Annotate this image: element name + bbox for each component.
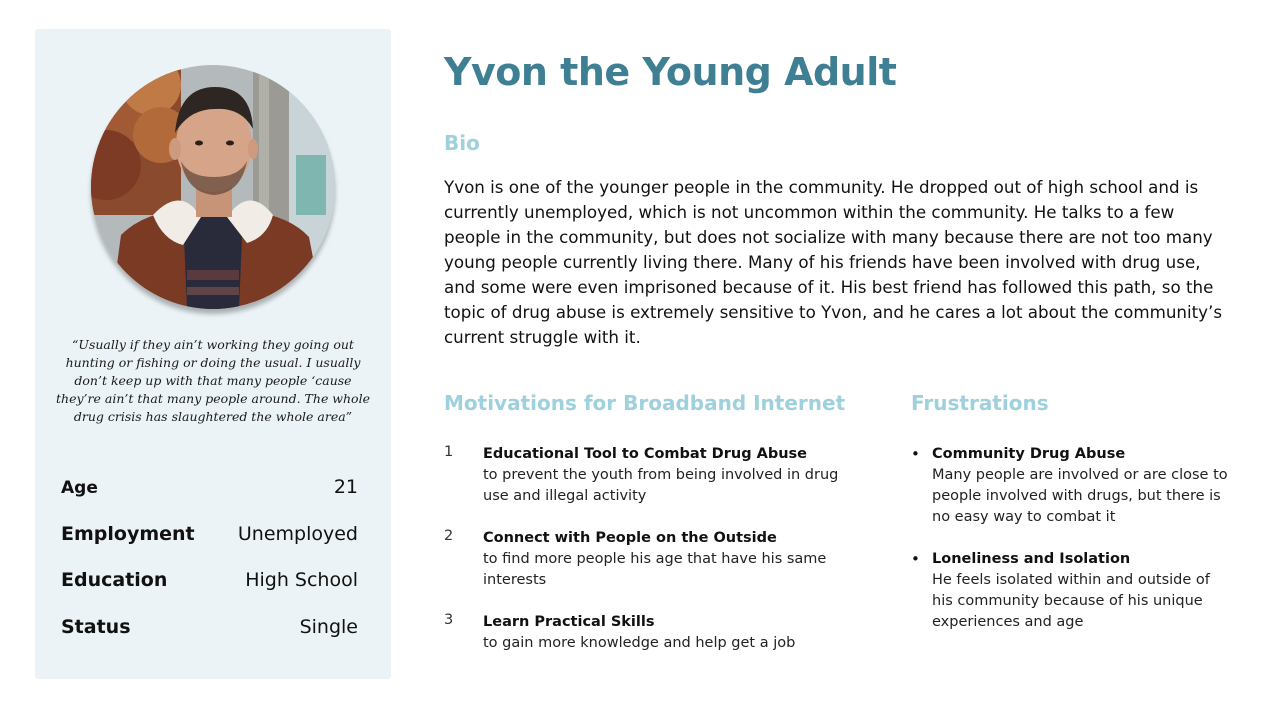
motivations-heading: Motivations for Broadband Internet	[444, 391, 846, 415]
motivation-description: to find more people his age that have his same interests	[483, 551, 827, 588]
motivation-number: 1	[444, 444, 454, 460]
frustration-title: Community Drug Abuse	[932, 446, 1126, 462]
motivation-number: 2	[444, 528, 454, 544]
motivation-title: Learn Practical Skills	[483, 614, 655, 630]
persona-quote: “Usually if they ain’t working they going out hunting or fishing or doing the usual. I usually don’t keep up with that many people ‘cause they’re ain’t that many people around. The whole drug crisis has slaughtered the whole area”	[56, 337, 370, 424]
motivation-number: 3	[444, 612, 454, 628]
stat-employment-value: Unemployed	[237, 523, 358, 545]
frustration-title: Loneliness and Isolation	[932, 551, 1131, 567]
frustrations-heading: Frustrations	[911, 391, 1049, 415]
bio-heading: Bio	[444, 131, 480, 155]
stat-age	[61, 476, 358, 498]
stat-education-label: Education	[61, 569, 168, 591]
stat-status-label: Status	[61, 616, 131, 638]
stat-age-label: Age	[61, 478, 98, 498]
stat-education	[61, 569, 358, 591]
stat-status-value: Single	[299, 616, 358, 638]
persona-card	[35, 29, 391, 679]
frustration-description: He feels isolated within and outside of his community because of his unique experiences and age	[932, 572, 1210, 630]
stat-employment-label: Employment	[61, 523, 195, 545]
stat-status	[61, 616, 358, 638]
frustration-description: Many people are involved or are close to people involved with drugs, but there is no easy way to combat it	[932, 467, 1228, 525]
motivation-title: Connect with People on the Outside	[483, 530, 777, 546]
bio-text: Yvon is one of the younger people in the community. He dropped out of high school and is currently unemployed, which is not uncommon within the community. He talks to a few people in the community, but does not socialize with many because there are not too many young people currently living there. Many of his friends have been involved with drug use, and some were even imprisoned because of it. His best friend has followed this path, so the topic of drug abuse is extremely sensitive to Yvon, and he cares a lot about the community’s current struggle with it.	[444, 177, 1223, 347]
bullet-icon: •	[911, 445, 920, 463]
persona-name: Yvon the Young Adult	[444, 50, 897, 94]
portrait-photo	[91, 65, 335, 309]
motivation-description: to prevent the youth from being involved in drug use and illegal activity	[483, 467, 839, 504]
bullet-icon: •	[911, 550, 920, 568]
stat-age-value: 21	[333, 476, 358, 498]
stat-education-value: High School	[245, 569, 358, 591]
motivation-title: Educational Tool to Combat Drug Abuse	[483, 446, 808, 462]
stat-employment	[61, 523, 358, 545]
motivation-description: to gain more knowledge and help get a job	[483, 635, 796, 651]
portrait-image	[91, 65, 335, 309]
